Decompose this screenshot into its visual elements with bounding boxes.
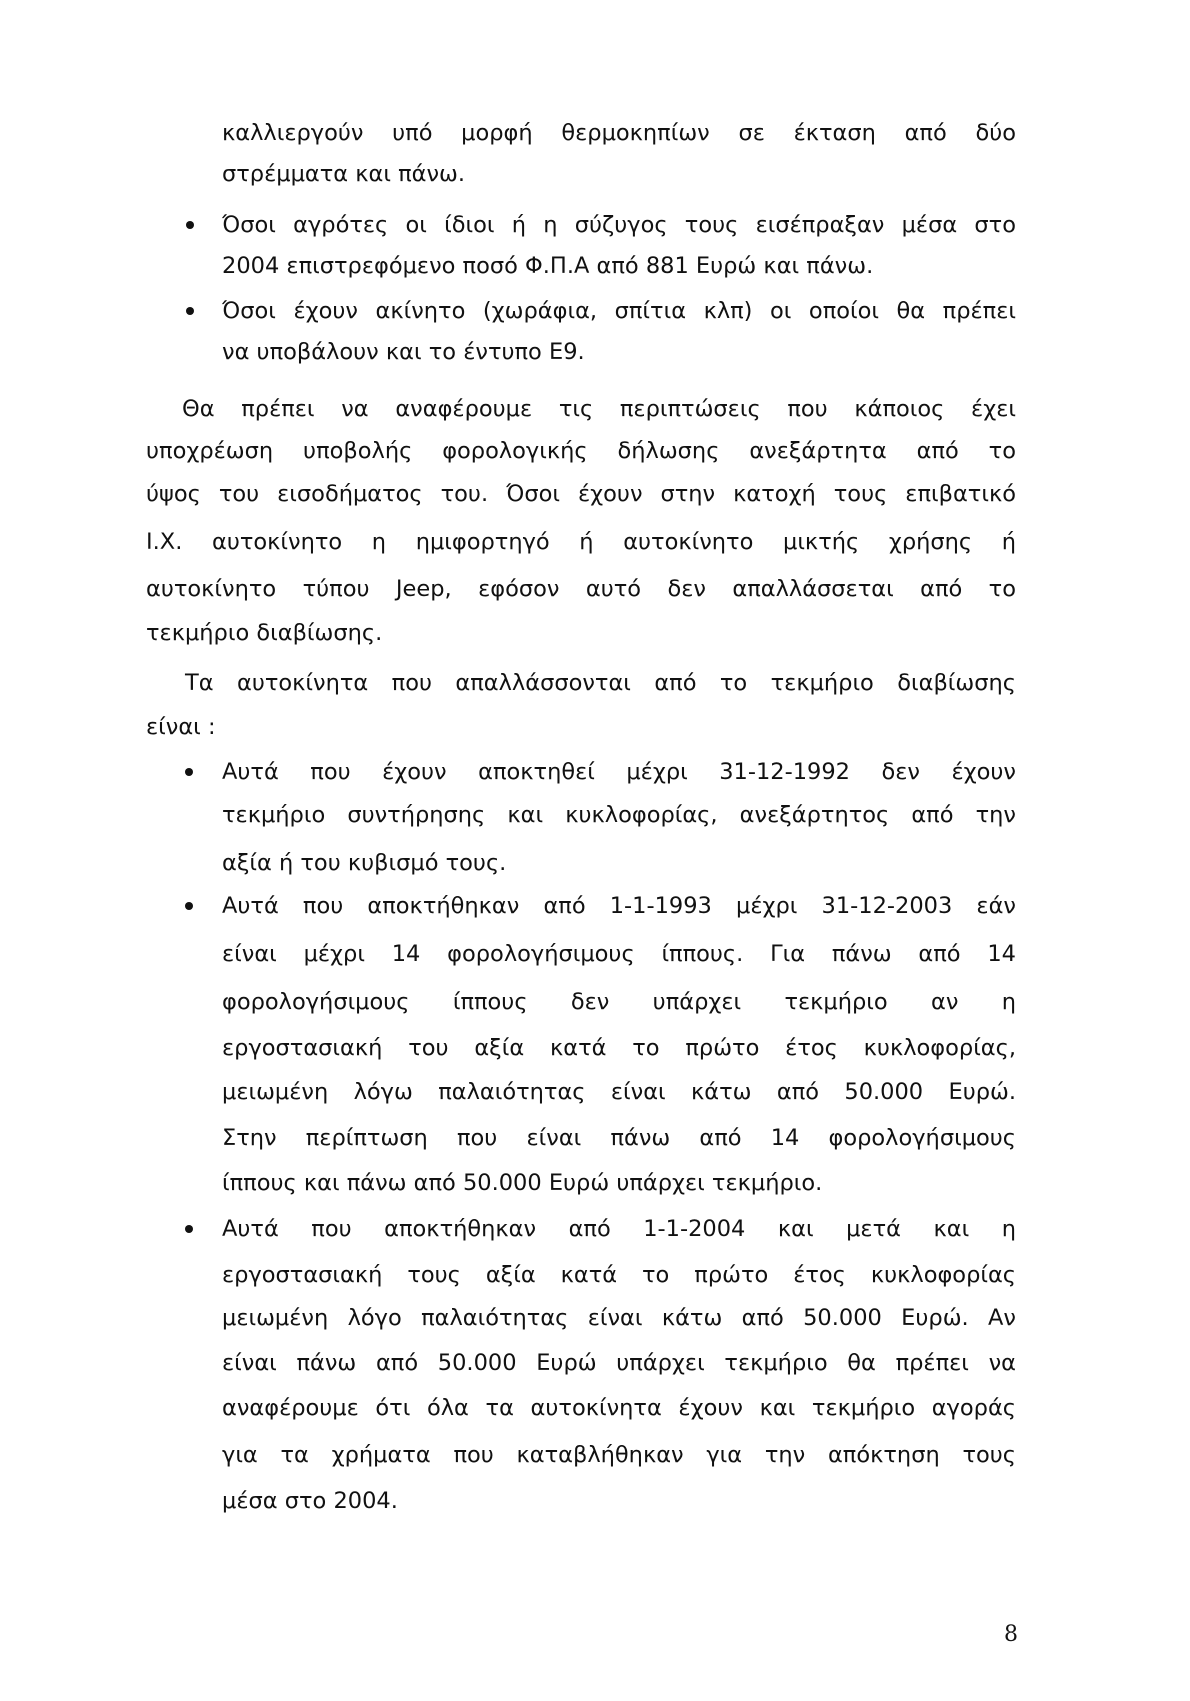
text-line: είναι : <box>146 714 216 740</box>
text-line: αυτοκίνητο τύπου Jeep, εφόσον αυτό δεν απαλλάσσεται από το <box>146 576 1016 602</box>
text-line: είναι πάνω από 50.000 Ευρώ υπάρχει τεκμήριο θα πρέπει να <box>222 1350 1016 1376</box>
bullet-icon <box>185 768 193 776</box>
text-line: αξία ή του κυβισμό τους. <box>222 850 507 876</box>
text-line: εργοστασιακή τους αξία κατά το πρώτο έτος κυκλοφορίας <box>222 1262 1016 1288</box>
text-line: ύψος του εισοδήματος του. Όσοι έχουν στην κατοχή τους επιβατικό <box>146 481 1016 507</box>
bullet-icon <box>185 902 193 910</box>
text-line: Όσοι έχουν ακίνητο (χωράφια, σπίτια κλπ) οι οποίοι θα πρέπει <box>222 298 1016 324</box>
text-line: στρέμματα και πάνω. <box>222 161 466 187</box>
text-line: ίππους και πάνω από 50.000 Ευρώ υπάρχει τεκμήριο. <box>222 1170 823 1196</box>
text-line: Αυτά που αποκτήθηκαν από 1-1-1993 μέχρι 31-12-2003 εάν <box>222 893 1016 919</box>
page-number: 8 <box>1004 1622 1018 1647</box>
text-line: τεκμήριο διαβίωσης. <box>146 620 383 646</box>
text-line: Τα αυτοκίνητα που απαλλάσσονται από το τεκμήριο διαβίωσης <box>185 670 1016 696</box>
text-line: τεκμήριο συντήρησης και κυκλοφορίας, ανεξάρτητος από την <box>222 802 1016 828</box>
text-line: μέσα στο 2004. <box>222 1488 398 1514</box>
bullet-icon <box>186 221 194 229</box>
bullet-icon <box>186 307 194 315</box>
text-line: υποχρέωση υποβολής φορολογικής δήλωσης ανεξάρτητα από το <box>146 438 1016 464</box>
text-line: 2004 επιστρεφόμενο ποσό Φ.Π.Α από 881 Ευρώ και πάνω. <box>222 253 874 279</box>
text-line: Αυτά που έχουν αποκτηθεί μέχρι 31-12-1992 δεν έχουν <box>222 759 1016 785</box>
text-line: εργοστασιακή του αξία κατά το πρώτο έτος κυκλοφορίας, <box>222 1035 1016 1061</box>
text-line: για τα χρήματα που καταβλήθηκαν για την απόκτηση τους <box>222 1442 1016 1468</box>
text-line: Στην περίπτωση που είναι πάνω από 14 φορολογήσιμους <box>222 1125 1016 1151</box>
text-line: Αυτά που αποκτήθηκαν από 1-1-2004 και μετά και η <box>222 1216 1016 1242</box>
text-line: καλλιεργούν υπό μορφή θερμοκηπίων σε έκταση από δύο <box>222 120 1016 146</box>
text-line: φορολογήσιμους ίππους δεν υπάρχει τεκμήριο αν η <box>222 989 1016 1015</box>
bullet-icon <box>185 1225 193 1233</box>
text-line: μειωμένη λόγο παλαιότητας είναι κάτω από 50.000 Ευρώ. Αν <box>222 1305 1016 1331</box>
text-line: Θα πρέπει να αναφέρουμε τις περιπτώσεις που κάποιος έχει <box>182 396 1016 422</box>
text-line: είναι μέχρι 14 φορολογήσιμους ίππους. Για πάνω από 14 <box>222 941 1016 967</box>
text-line: μειωμένη λόγω παλαιότητας είναι κάτω από 50.000 Ευρώ. <box>222 1079 1016 1105</box>
text-line: αναφέρουμε ότι όλα τα αυτοκίνητα έχουν και τεκμήριο αγοράς <box>222 1395 1016 1421</box>
text-line: Όσοι αγρότες οι ίδιοι ή η σύζυγος τους εισέπραξαν μέσα στο <box>222 212 1016 238</box>
text-line: να υποβάλουν και το έντυπο Ε9. <box>222 339 585 365</box>
text-line: Ι.Χ. αυτοκίνητο η ημιφορτηγό ή αυτοκίνητο μικτής χρήσης ή <box>146 529 1016 555</box>
